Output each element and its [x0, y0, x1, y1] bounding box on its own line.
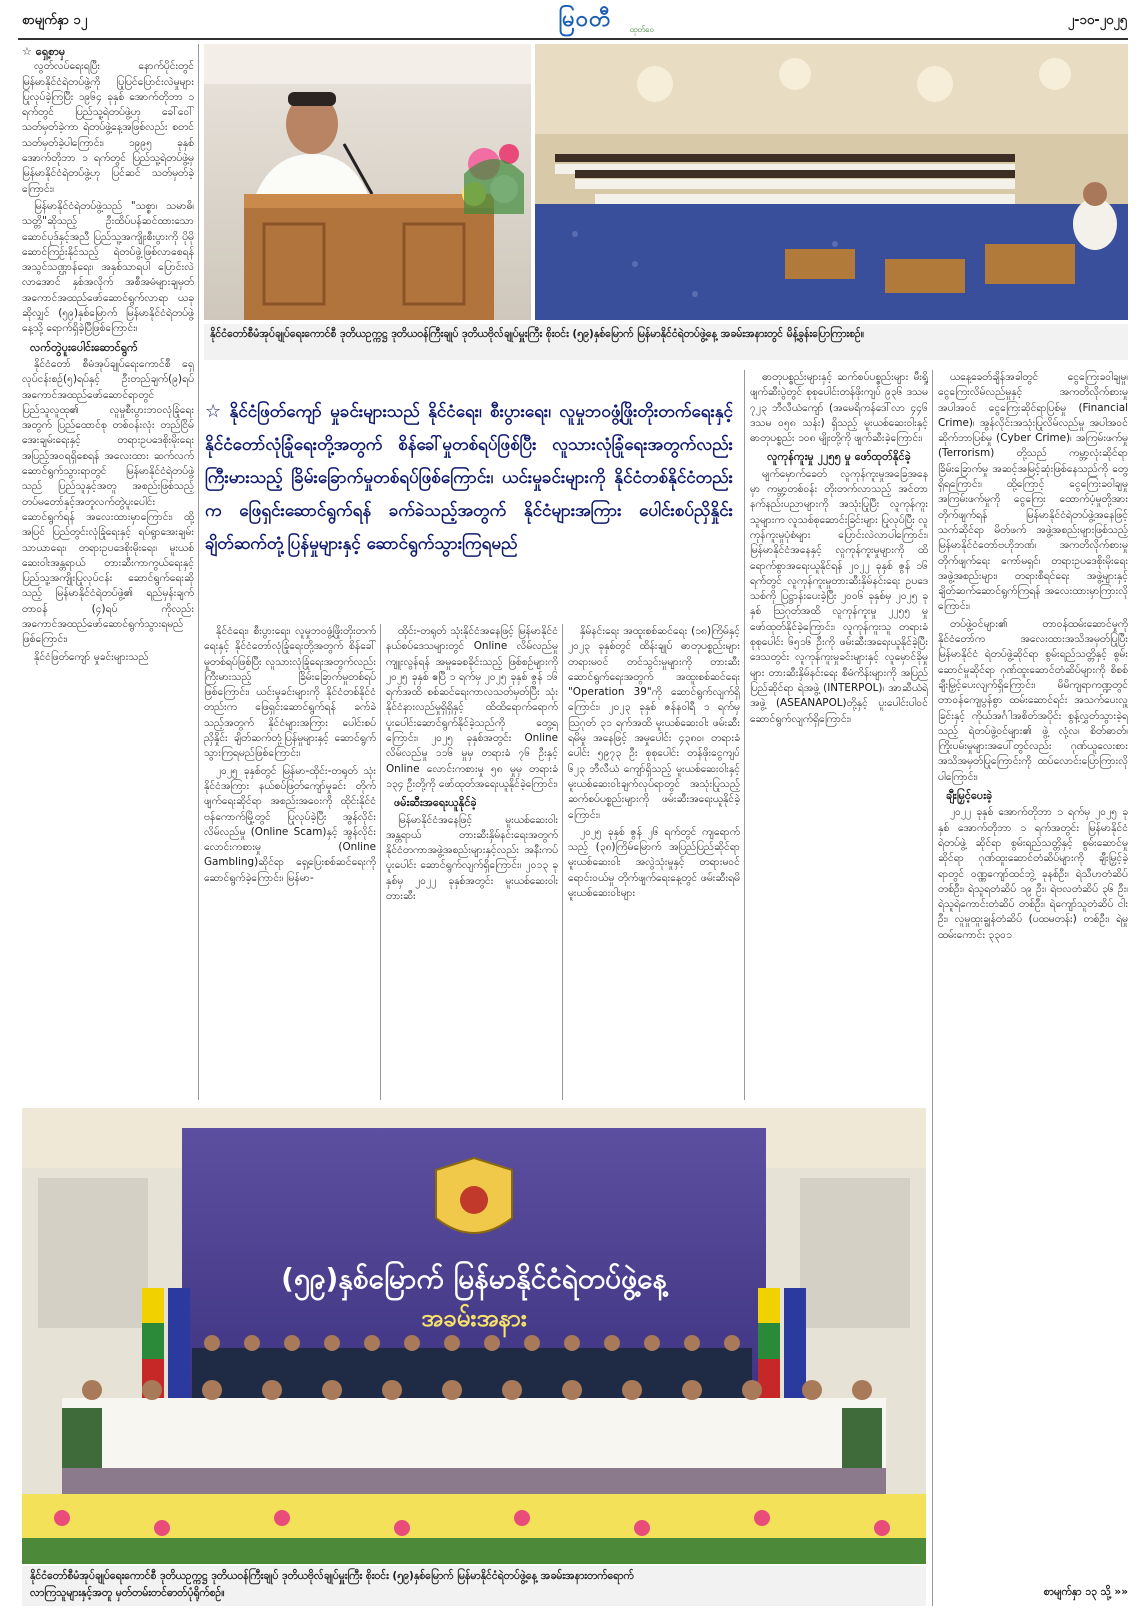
column-2: [204, 624, 376, 1104]
column-divider: [198, 44, 199, 1100]
column-3: [386, 624, 558, 1104]
paragraph: နိုင်ငံရေး၊ စီးပွားရေး၊ လူမှုဘဝဖွံ့ဖြိုးတိုးတက်ရေးနှင့် နိုင်ငံတော်လုံခြုံရေးတို့အတွက် စိန်ခေါ်မှုတစ်ရပ်ဖြစ်ပြီး လူသားလုံခြုံရေးအတွက်လည်း ကြီးမားသည့် ခြိမ်းခြောက်မှုတစ်ရပ်ဖြစ်ကြောင်း၊ ယင်းမှုခင်းများကို နိုင်ငံတစ်နိုင်ငံတည်းက ဖြေရှင်းဆောင်ရွက်ရန် ခက်ခဲသည့်အတွက် နိုင်ငံများအကြား ပေါင်းစပ်ညှိနှိုင်း ချိတ်ဆက်တုံ့ပြန်မှုများနှင့် ဆောင်ရွက်သွားကြရမည်ဖြစ်ကြောင်း၊: [204, 625, 376, 760]
column-divider: [744, 370, 745, 1100]
continued-label: စာမျက်နှာ ၁၃ သို့ »»: [1043, 1586, 1128, 1598]
column-divider: [932, 370, 933, 1606]
logo-text: မြဝတီ: [558, 7, 612, 32]
page-number-label: စာမျက်နှာ ၁၂: [22, 13, 88, 28]
top-photo-caption: နိုင်ငံတော်စီမံအုပ်ချုပ်ရေးကောင်စီ ဒုတိယဥက္ကဋ္ဌ ဒုတိယဝန်ကြီးချုပ် ဒုတိယဗိုလ်ချုပ်မှူးကြီး စိုးဝင်း (၅၉)နှစ်မြောက် မြန်မာနိုင်ငံရဲတပ်ဖွဲ့နေ့ အခမ်းအနားတွင် မိန့်ခွန်းပြောကြားစဉ်။: [204, 324, 1128, 360]
paragraph: မျက်မှောက်ခေတ် လူကုန်ကူးမှုအခြေအနေမှာ ကမ္ဘာ့တစ်ဝန်း တိုးတက်လာသည့် အင်တာနက်နည်းပညာများကို အသုံးပြုပြီး လူကုန်ကူးသူများက လူသစ်စုဆောင်းခြင်းများ ပြုလုပ်ပြီး လူကုန်ကူးမှုပုံစံများ ပြောင်းလဲလာပါကြောင်း၊ မြန်မာနိုင်ငံအနေနှင့် လူကုန်ကူးမှုများကို ထိရောက်စွာအရေးယူနိုင်ရန် ၂၀၂၂ ခုနှစ် ဇွန် ၁၆ ရက်တွင် လူကုန်ကူးမှုတားဆီးနှိမ်နင်းရေး ဥပဒေသစ်ကို ပြဋ္ဌာန်းပေးခဲ့ပြီး ၂၀၀၆ ခုနှစ်မှ ၂၀၂၅ ခုနှစ် ဩဂုတ်အထိ လူကုန်ကူးမှု ၂၂၅၅ မှု ဖော်ထုတ်နိုင်ခဲ့ကြောင်း၊ လူကုန်ကူးသူ တရားခံ စုစုပေါင်း ၆၅၁၆ ဦးကို ဖမ်းဆီးအရေးယူနိုင်ခဲ့ပြီး ဒေသတွင်း လူကုန်ကူးမှုခင်းများနှင့် လူမှောင်ခိုမှုများ တားဆီးနှိမ်နင်းရေး စီမံကိန်းများကို အပြည်ပြည်ဆိုင်ရာ ရဲအဖွဲ့ (INTERPOL)၊ အာဆီယံရဲအဖွဲ့ (ASEANAPOL)တို့နှင့် ပူးပေါင်းပါဝင်ဆောင်ရွက်လျက်ရှိကြောင်း၊: [750, 467, 928, 725]
paragraph: နိုင်ငံတော် စီမံအုပ်ချုပ်ရေးကောင်စီ ရှေ့လုပ်ငန်းစဉ်(၅)ရပ်နှင့် ဦးတည်ချက်(၉)ရပ် အကောင်အထည်ဖော်ဆောင်ရာတွင် ပြည်သူလူထု၏ လူမှုစီးပွားဘဝလုံခြုံရေး အတွက် ပြည်ထောင်စု တစ်ဝန်းလုံး တည်ငြိမ်အေးချမ်းရေးနှင့် တရားဥပဒေစိုးမိုးရေး အပြည့်အဝရရှိစေရန် အလေးထား ဆက်လက်ဆောင်ရွက်သွားရာတွင် မြန်မာနိုင်ငံရဲတပ်ဖွဲ့သည် ပြည်သူနှင့်အတူ အစည်းဖြစ်သည့် တပ်မတော်နှင့်အတူလက်တွဲပူးပေါင်းဆောင်ရွက်ရန် အလေးထားမှာကြောင်း၊ ထို့အပြင် ပြည်တွင်းလုံခြုံရေးနှင့် ရပ်ရွာအေးချမ်းသာယာရေး၊ တရားဥပဒေစိုးမိုးရေး၊ မူးယစ်ဆေးဝါးအန္တရာယ် တားဆီးကာကွယ်ရေးနှင့် ပြည်သူ့အကျိုးပြုလုပ်ငန်း ဆောင်ရွက်ရေးဆိုသည့် မြန်မာနိုင်ငံရဲတပ်ဖွဲ့၏ ရည်မှန်းချက်တာဝန် (၄)ရပ် ကိုလည်း အကောင်အထည်ဖော်ဆောင်ရွက်သွားရမည်ဖြစ်ကြောင်း၊: [22, 357, 194, 646]
paragraph: လွတ်လပ်ရေးရပြီး နောက်ပိုင်းတွင် မြန်မာနိုင်ငံရဲတပ်ဖွဲ့ကို ပြုပြင်ပြောင်းလဲမှုများ ပြုလုပ်ခဲ့ကြပြီး ၁၉၆၄ ခုနှစ် အောက်တိုဘာ ၁ ရက်တွင် ပြည်သူ့ရဲတပ်ဖွဲ့ဟု ခေါ်ဝေါ်သတ်မှတ်ခဲ့ကာ ရဲတပ်ဖွဲ့နေ့အဖြစ်လည်း စတင်သတ်မှတ်ခဲ့ပါကြောင်း၊ ၁၉၉၅ ခုနှစ် အောက်တိုဘာ ၁ ရက်တွင် ပြည်သူ့ရဲတပ်ဖွဲ့မှ မြန်မာနိုင်ငံရဲတပ်ဖွဲ့ဟု ပြင်ဆင် သတ်မှတ်ခဲ့ကြောင်း၊: [22, 60, 194, 195]
headline: [205, 395, 733, 561]
subheading: ချီးမြှင့်ပေးခဲ့: [946, 789, 993, 803]
column-4: [568, 624, 740, 1104]
group-photo: [22, 1108, 926, 1564]
logo-sub: ထုတ်ဝေ: [629, 25, 654, 34]
column-divider: [380, 624, 381, 1100]
paragraph: တပ်ဖွဲ့ဝင်များ၏ တာဝန်ထမ်းဆောင်မှုကို နိုင်ငံတော်က အလေးထားအသိအမှတ်ပြုပြီး မြန်မာနိုင်ငံ ရဲတပ်ဖွဲ့ဆိုင်ရာ စွမ်းရည်သတ္တိနှင့် စွမ်းဆောင်မှုဆိုင်ရာ ဂုဏ်ထူးဆောင်တံဆိပ်များကို စိစစ်ချီးမြှင့်ပေးလျက်ရှိကြောင်း၊ မိမိကျရာကဏ္ဍတွင် တာဝန်ကျေပွန်စွာ ထမ်းဆောင်ရင်း အသက်ပေးလှူခြင်းနှင့် ကိုယ်အင်္ဂါအစိတ်အပိုင်း စွန့်လွှတ်သွားခဲ့ရသည့် ရဲတပ်ဖွဲ့ဝင်များ၏ ဖွဲ့ လုံ့လ၊ စိတ်ဓာတ်၊ ကြိုးပမ်းမှုများအပေါ်တွင်လည်း ဂုဏ်ယူလေးစား အသိအမှတ်ပြုကြောင်းကို ထပ်လောင်းပြောကြားလိုပါကြောင်း၊: [938, 617, 1128, 783]
column-5: [750, 370, 928, 1104]
paragraph: ယနေ့ခေတ်ချိန်အခါတွင် ငွေကြေးခဝါချမှု၊ ငွေကြေးလိမ်လည်မှုနှင့် အကတိလိုက်စားမှု အပါအဝင် ငွေကြေးဆိုင်ရာပြစ်မှု (Financial Crime)၊ အွန်လိုင်းအသုံးပြုလိမ်လည်မှု အပါအဝင် ဆိုက်ဘာပြစ်မှု (Cyber Crime)၊ အကြမ်းဖက်မှု (Terrorism) တို့သည် ကမ္ဘာ့လုံးဆိုင်ရာ ခြိမ်းခြောက်မှု အဆင့်အမြင့်ဆုံးဖြစ်နေသည်ကို တွေ့ရှိရကြောင်း၊ ထို့ကြောင့် ငွေကြေးခဝါချမှု အကြမ်းဖက်မှုကို ငွေကြေး ထောက်ပံ့မှုတို့အား တိုက်ဖျက်ရန် မြန်မာနိုင်ငံရဲတပ်ဖွဲ့အနေဖြင့် သက်ဆိုင်ရာ မိတ်ဖက် အဖွဲ့အစည်းများဖြစ်သည့် မြန်မာနိုင်ငံတော်ဗဟိုဘဏ်၊ အကတိလိုက်စားမှုတိုက်ဖျက်ရေး ကော်မရှင်၊ တရားဥပဒေစိုးမိုးရေး အဖွဲ့အစည်းများ၊ တရားစီရင်ရေး အဖွဲ့များနှင့် ချိတ်ဆက်ဆောင်ရွက်ကြရန် အလေးထားမှာကြားလိုကြောင်း၊: [938, 371, 1128, 613]
paragraph: ၂၀၂၅ ခုနှစ်တွင် မြန်မာ-ထိုင်း-တရုတ် သုံးနိုင်ငံအကြား နယ်စပ်ဖြတ်ကျော်မှုခင်း တိုက်ဖျက်ရေးဆိုင်ရာ အစည်းအဝေးကို ထိုင်းနိုင်ငံ ဗန်ကောက်မြို့တွင် ပြုလုပ်ခဲ့ပြီး အွန်လိုင်းလိမ်လည်မှု (Online Scam)နှင့် အွန်လိုင်းလောင်းကစားမှု (Online Gambling)ဆိုင်ရာ ရှေ့ပြေးစစ်ဆင်ရေးကို ဆောင်ရွက်ခဲ့ကြောင်း၊ မြန်မာ-: [204, 764, 376, 884]
newspaper-logo: [510, 4, 660, 36]
subheading: လူကုန်ကူးမှု ၂၂၅၅ မှု ဖော်ထုတ်နိုင်ခဲ့: [767, 450, 911, 464]
column-divider: [562, 624, 563, 1100]
header-rule: [18, 38, 1128, 40]
subheading: လက်တွဲပူးပေါင်းဆောင်ရွက်: [30, 340, 138, 354]
subheading: ဖမ်းဆီးအရေးယူနိုင်ခဲ့: [394, 796, 477, 810]
paragraph: ထိုင်း-တရုတ် သုံးနိုင်ငံအနေဖြင့် မြန်မာနိုင်ငံ နယ်စပ်ဒေသများတွင် Online လိမ်လည်မှု ကျူးလွန်ရန် အမှုခေစခိုင်းသည့် ဖြစ်စဉ်များကို ၂၀၂၅ ခုနှစ် ဧပြီ ၁ ရက်မှ ၂၀၂၅ ခုနှစ် ဇွန် ၁၆ ရက်အထိ စစ်ဆင်ရေးကာလသတ်မှတ်ပြီး သုံးနိုင်ငံနားလည်မှုရှိရှိနှင့် ထိထိရောက်ရောက်ပူးပေါင်းဆောင်ရွက်နိုင်ခဲ့သည်ကို တွေ့ရကြောင်း၊ ၂၀၂၅ ခုနှစ်အတွင်း Online လိမ်လည်မှု ၁၁၆ မှုမှ တရားခံ ၇၆ ဦးနှင့် Online လောင်းကစားမှု ၅၈ မှုမှ တရားခံ ၁၃၄ ဦးတို့ကို ဖော်ထုတ်အရေးယူနိုင်ခဲ့ကြောင်း၊: [386, 625, 558, 790]
paragraph: ၂၀၂၅ ခုနှစ် ဇွန် ၂၆ ရက်တွင် ကျရောက်သည့် (၃၈)ကြိမ်မြောက် အပြည်ပြည်ဆိုင်ရာ မူးယစ်ဆေးဝါး အလွဲသုံးမှုနှင့် တရားမဝင် ရောင်းဝယ်မှု တိုက်ဖျက်ရေးနေ့တွင် ဖမ်းဆီးရမိ မူးယစ်ဆေးဝါးများ: [568, 825, 740, 900]
speaker-photo: [204, 44, 531, 320]
paragraph: မြန်မာနိုင်ငံအနေဖြင့် မူးယစ်ဆေးဝါးအန္တရာယ် တားဆီးနှိမ်နင်းရေးအတွက် နိုင်ငံတကာအဖွဲ့အစည်းများနှင့်လည်း အနီးကပ်ပူးပေါင်း ဆောင်ရွက်လျက်ရှိကြောင်း၊ ၂၀၁၃ ခုနှစ်မှ ၂၀၂၂ ခုနှစ်အတွင်း မူးယစ်ဆေးဝါးတားဆီး: [386, 813, 558, 903]
paragraph: ဓာတုပစ္စည်းများနှင့် ဆက်စပ်ပစ္စည်းများ မီးရှို့ဖျက်ဆီးပွဲတွင် စုစုပေါင်းတန်ဖိုးကျပ် ၉၃၆ ဒသမ ၇၂၃ ဘီလီယံကျော် (အမေရိကန်ဒေါ်လာ ၄၄၆ ဒသမ ၀၅၈ သန်း) ရှိသည့် မူးယစ်ဆေးဝါးနှင့် ဓာတုပစ္စည်း ၁၀၈ မျိုးတို့ကို ဖျက်ဆီးခဲ့ကြောင်း၊: [750, 371, 928, 445]
caption-line-2: လာကြသူများနှင့်အတူ မှတ်တမ်းတင်ဓာတ်ပုံရိုက်စဉ်။: [30, 1587, 225, 1599]
audience-photo: [535, 44, 1128, 320]
dateline: ☆ ရှေ့စာမှ: [22, 45, 66, 58]
column-6: [938, 370, 1128, 1586]
paragraph: နှိမ်နင်းရေး အထူးစစ်ဆင်ရေး (၁၈)ကြိမ်နှင့် ၂၀၂၃ ခုနှစ်တွင် ထိန်းချုပ် ဓာတုပစ္စည်းများ တရားမဝင် တင်သွင်းမှုများကို တားဆီးဆောင်ရွက်ရေးအတွက် အထူးစစ်ဆင်ရေး "Operation 39"ကို ဆောင်ရွက်လျက်ရှိကြောင်း၊ ၂၀၂၃ ခုနှစ် ဇန်နဝါရီ ၁ ရက်မှ ဩဂုတ် ၃၁ ရက်အထိ မူးယစ်ဆေးဝါး ဖမ်းဆီးရမိမှု အနေဖြင့် အမှုပေါင်း ၄၃၈၀၊ တရားခံပေါင်း ၅၉၇၃ ဦး စုစုပေါင်း တန်ဖိုးငွေကျပ် ၆၂၃ ဘီလီယံ ကျော်ရှိသည့် မူးယစ်ဆေးဝါးနှင့် မူးယစ်ဆေးဝါးချက်လုပ်ရာတွင် အသုံးပြုသည့် ဆက်စပ်ပစ္စည်းများကို ဖမ်းဆီးအရေးယူနိုင်ခဲ့ကြောင်း၊: [568, 625, 740, 821]
banner-line-2: အခမ်းအနား: [421, 1304, 527, 1332]
paragraph: နိုင်ငံဖြတ်ကျော် မှုခင်းများသည်: [34, 650, 149, 663]
headline-text: နိုင်ငံဖြတ်ကျော် မှုခင်းများသည် နိုင်ငံရေး၊ စီးပွားရေး၊ လူမှုဘဝဖွံ့ဖြိုးတိုးတက်ရေးနှင့် နိုင်ငံတော်လုံခြုံရေးတို့အတွက် စိန်ခေါ်မှုတစ်ရပ်ဖြစ်ပြီး လူသားလုံခြုံရေးအတွက်လည်း ကြီးမားသည့် ခြိမ်းခြောက်မှုတစ်ရပ်ဖြစ်ကြောင်း၊ ယင်းမှုခင်းများကို နိုင်ငံတစ်နိုင်ငံတည်းက ဖြေရှင်းဆောင်ရွက်ရန် ခက်ခဲသည့်အတွက် နိုင်ငံများအကြား ပေါင်းစပ်ညှိနှိုင်းချိတ်ဆက်တုံ့ပြန်မှုများနှင့် ဆောင်ရွက်သွားကြရမည်: [205, 402, 733, 554]
column-1: [22, 44, 194, 1104]
star-icon: ☆: [205, 401, 224, 422]
caption-line-1: နိုင်ငံတော်စီမံအုပ်ချုပ်ရေးကောင်စီ ဒုတိယဥက္ကဋ္ဌ ဒုတိယဝန်ကြီးချုပ် ဒုတိယဗိုလ်ချုပ်မှူးကြီး စိုးဝင်း (၅၉)နှစ်မြောက် မြန်မာနိုင်ငံရဲတပ်ဖွဲ့နေ့ အခမ်းအနားတက်ရောက်: [30, 1570, 634, 1582]
paragraph: ၂၀၂၂ ခုနှစ် အောက်တိုဘာ ၁ ရက်မှ ၂၀၂၅ ခုနှစ် အောက်တိုဘာ ၁ ရက်အတွင်း မြန်မာနိုင်ငံရဲတပ်ဖွဲ့ ဆိုင်ရာ စွမ်းရည်သတ္တိနှင့် စွမ်းဆောင်မှုဆိုင်ရာ ဂုဏ်ထူးဆောင်တံဆိပ်များကို ချီးမြှင့်ခဲ့ရာတွင် ဝဏ္ဏကျော်ထင်ဘွဲ့ ခုနစ်ဦး၊ ရဲသီဟတံဆိပ် တစ်ဦး၊ ရဲသူရတံဆိပ် ၁၉ ဦး၊ ရဲဗလတံဆိပ် ၃၆ ဦး၊ ရဲသူရဲကောင်းတံဆိပ် တစ်ဦး၊ ရဲကျော်သူတံဆိပ် ငါးဦး၊ လူမှုထူးချွန်တံဆိပ် (ပထမတန်း) တစ်ဦး၊ ရဲမှုထမ်းကောင်း ၃၃၀၁: [938, 806, 1128, 941]
issue-date: ၂-၁၀-၂၀၂၅: [1067, 13, 1127, 28]
bottom-photo-caption: [22, 1566, 926, 1606]
banner-line-1: (၅၉)နှစ်မြောက် မြန်မာနိုင်ငံရဲတပ်ဖွဲ့နေ့: [281, 1262, 667, 1295]
paragraph: မြန်မာနိုင်ငံရဲတပ်ဖွဲ့သည် "သစ္စာ၊ သမာဓိ၊ သတ္တိ"ဆိုသည့် ဦးထိပ်ပန်ဆင်ထားသော ဆောင်ပုဒ်နှင့်အညီ ပြည်သူ့အကျိုးစီးပွားကို ပိုမိုဆောင်ကြဉ်းနိုင်သည့် ရဲတပ်ဖွဲ့ဖြစ်လာစေရန် အသွင်သဏ္ဌာန်ရေး၊ အနှစ်သာရပါ ပြောင်းလဲလာအောင် နှစ်အလိုက် အစီအမံများချမှတ် အကောင်အထည်ဖော်ဆောင်ရွက်လာရာ ယခုဆိုလျှင် (၅၉)နှစ်မြောက် မြန်မာနိုင်ငံရဲတပ်ဖွဲ့နေ့သို့ ရောက်ရှိခဲ့ပြီဖြစ်ကြောင်း၊: [22, 199, 194, 335]
